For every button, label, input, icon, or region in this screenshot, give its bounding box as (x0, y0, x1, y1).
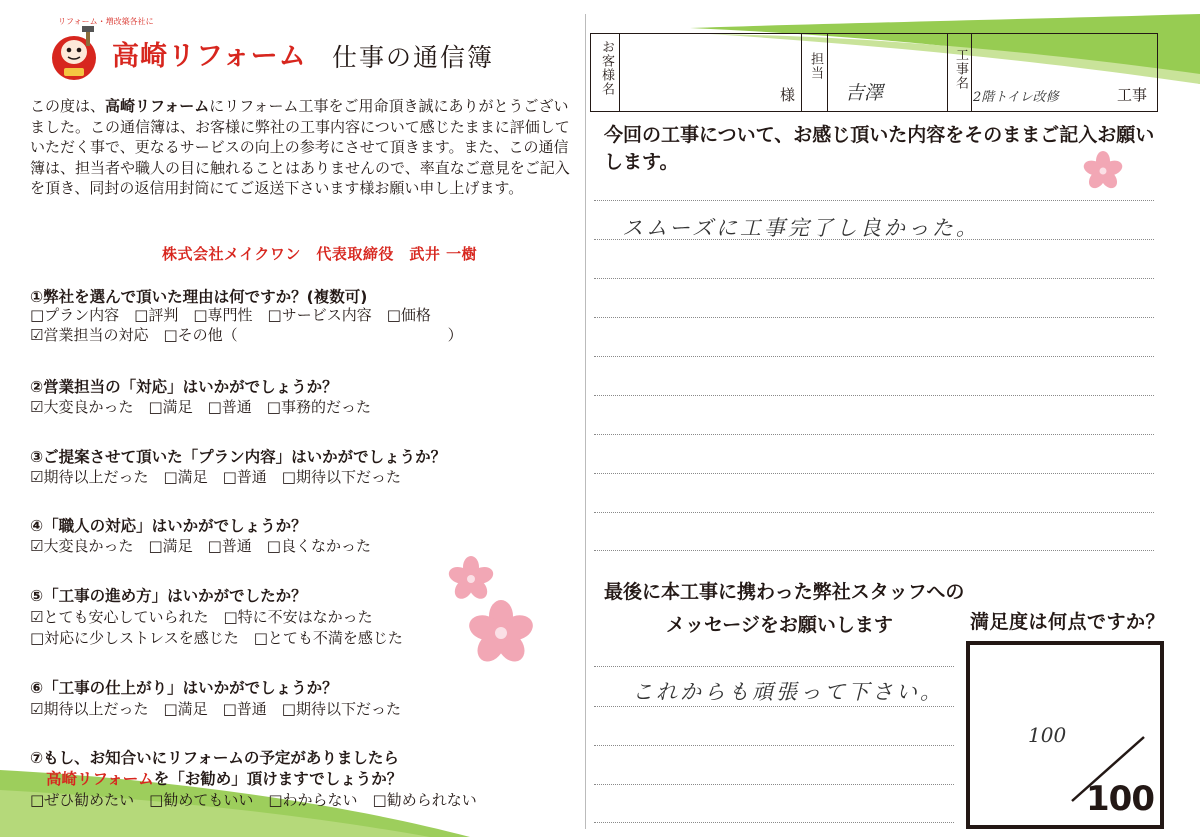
message-prompt-line2: メッセージをお願いします (666, 614, 893, 636)
question-5-options-b[interactable]: □対応に少しストレスを感じた □とても不満を感じた (30, 629, 403, 647)
question-2-options[interactable]: ☑大変良かった □満足 □普通 □事務的だった (30, 398, 371, 416)
work-name-value: 2階トイレ改修 (973, 90, 1059, 105)
staff-name-value: 吉澤 (845, 82, 884, 104)
question-1-options-a[interactable]: □プラン内容 □評判 □専門性 □サービス内容 □価格 (30, 306, 431, 324)
message-answer[interactable]: これからも頑張って下さい。 (632, 680, 944, 704)
page-title: 仕事の通信簿 (332, 43, 495, 72)
form-header (590, 33, 1158, 112)
intro-brand: 高崎リフォーム (105, 97, 210, 115)
message-prompt (604, 576, 964, 642)
work-name-field[interactable] (971, 34, 1157, 111)
score-question: 満足度は何点ですか？ (970, 611, 1166, 633)
writing-line (594, 512, 1154, 513)
writing-line (594, 822, 954, 823)
question-1-options-b[interactable]: ☑営業担当の対応 □その他（ ） (30, 326, 463, 344)
comments-prompt: 今回の工事について、お感じ頂いた内容をそのままご記入お願いします。 (604, 124, 1155, 173)
staff-label: 担当 (808, 52, 823, 80)
customer-name-field[interactable] (619, 34, 802, 111)
staff-name-field[interactable] (827, 34, 948, 111)
writing-line (594, 200, 1154, 201)
question-1: ①弊社を選んで頂いた理由は何ですか？(複数可) (30, 288, 368, 306)
work-suffix: 工事 (1116, 86, 1147, 104)
writing-line (594, 706, 954, 707)
question-5: ⑤「工事の進め方」はいかがでしたか？ (30, 587, 307, 605)
writing-line (594, 317, 1154, 318)
daruma-logo-icon (48, 24, 100, 82)
question-3: ③ご提案させて頂いた「プラン内容」はいかがでしょうか？ (30, 448, 447, 466)
question-6-options[interactable]: ☑期待以上だった □満足 □普通 □期待以下だった (30, 700, 401, 718)
staff-label-cell (801, 34, 828, 111)
sakura-flower-icon (447, 555, 495, 603)
question-6: ⑥「工事の仕上がり」はいかがでしょうか？ (30, 679, 338, 697)
customer-label: お客様名 (599, 40, 614, 96)
writing-line (594, 239, 1154, 240)
question-7-options[interactable]: □ぜひ勧めたい □勧めてもいい □わからない □勧められない (30, 791, 477, 809)
question-2: ②営業担当の「対応」はいかがでしょうか？ (30, 378, 338, 396)
writing-line (594, 356, 1154, 357)
question-7-line2: 高崎リフォームを「お勧め」頂けますでしょうか？ (46, 770, 403, 788)
score-box[interactable] (966, 641, 1164, 829)
writing-line (594, 278, 1154, 279)
customer-suffix: 様 (779, 86, 795, 104)
score-max: 100 (1086, 779, 1154, 819)
writing-line (594, 473, 1154, 474)
customer-label-cell (591, 34, 620, 111)
intro-paragraph: この度は、高崎リフォームにリフォーム工事をご用命頂き誠にありがとうございました。この通信簿は、お客様に弊社の工事内容について感じたままに評価していただく事で、更なるサービスの向上の参考にさせて頂きます。また、この通信簿は、担当者や職人の目に触れることはありませんので、率直なご意見をご記入を頂き、同封の返信用封筒にてご返送下さいます様お願い申し上げます。 (30, 97, 570, 197)
question-3-options[interactable]: ☑期待以上だった □満足 □普通 □期待以下だった (30, 468, 401, 486)
message-prompt-line1: 最後に本工事に携わった弊社スタッフへの (604, 581, 965, 603)
writing-line (594, 745, 954, 746)
column-divider (585, 14, 586, 829)
writing-line (594, 550, 1154, 551)
company-signature: 株式会社メイクワン 代表取締役 武井 一樹 (162, 245, 478, 263)
writing-line (594, 666, 954, 667)
writing-line (594, 784, 954, 785)
writing-line (594, 434, 1154, 435)
header-badge: リフォーム・増改築各社に (58, 17, 154, 26)
question-7-brand: 高崎リフォーム (46, 770, 154, 788)
work-label-cell (947, 34, 972, 111)
question-5-options-a[interactable]: ☑とても安心していられた □特に不安はなかった (30, 608, 373, 626)
question-4-options[interactable]: ☑大変良かった □満足 □普通 □良くなかった (30, 537, 371, 555)
sakura-flower-icon (466, 598, 536, 668)
score-value: 100 (1028, 723, 1067, 747)
comments-answer[interactable]: スムーズに工事完了し良かった。 (622, 216, 980, 240)
writing-line (594, 395, 1154, 396)
work-label: 工事名 (953, 48, 968, 90)
question-7: ⑦もし、お知合いにリフォームの予定がありましたら (30, 749, 399, 767)
question-4: ④「職人の対応」はいかがでしょうか？ (30, 517, 307, 535)
brand-name: 高崎リフォーム (112, 41, 307, 72)
